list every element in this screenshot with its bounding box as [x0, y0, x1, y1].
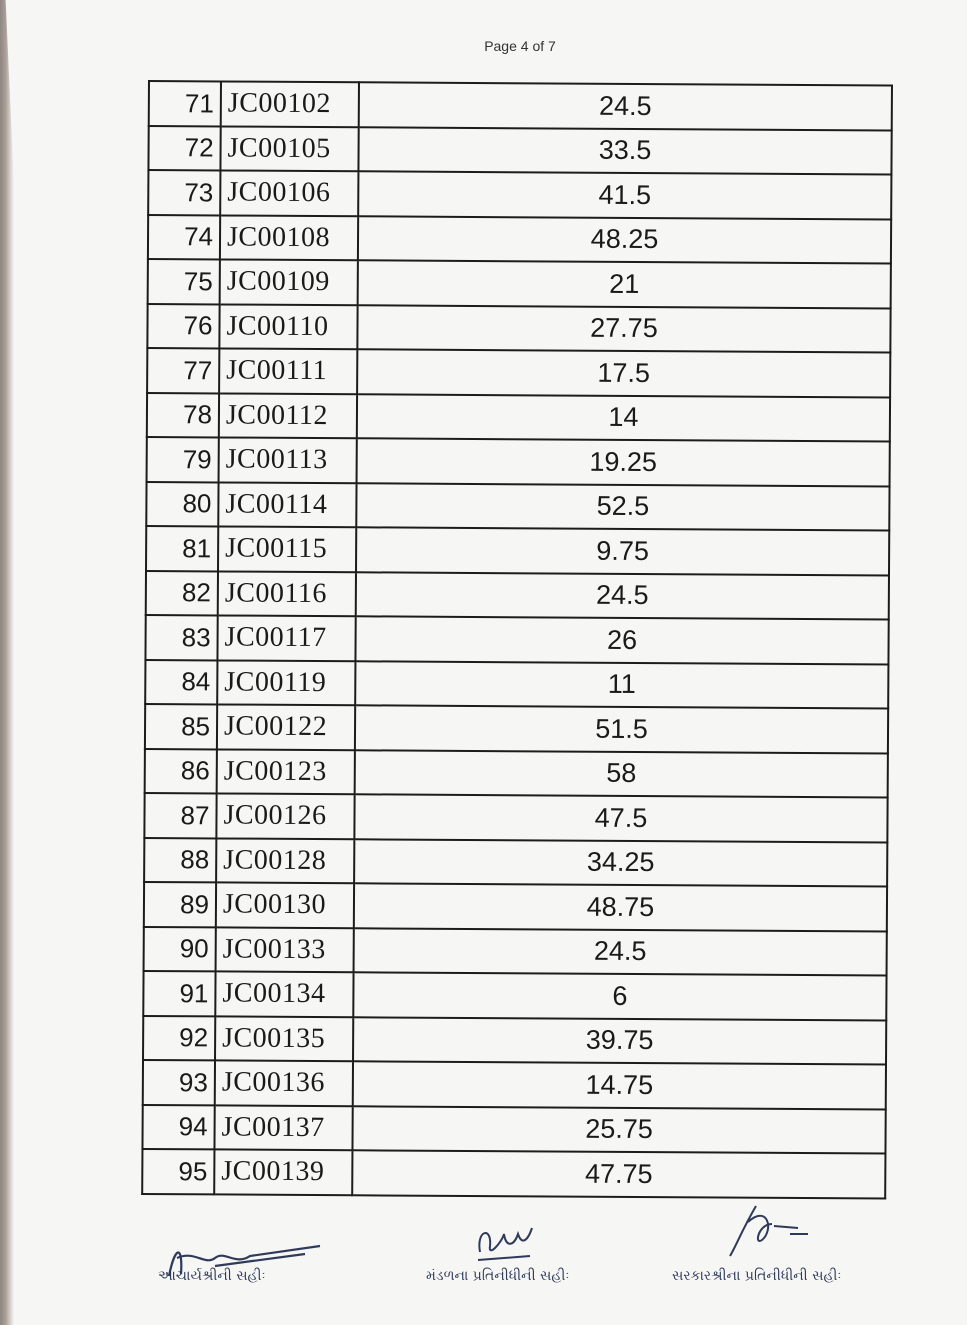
marks-cell: 51.5 [355, 705, 888, 753]
board-rep-signature-label: મંડળના પ્રતિનીધીની સહીઃ [426, 1268, 570, 1284]
candidate-code-cell: JC00136 [215, 1060, 353, 1105]
marks-cell: 14 [357, 394, 890, 442]
table-row [148, 170, 891, 219]
candidate-code-cell: JC00130 [216, 882, 354, 927]
marks-cell: 11 [355, 661, 888, 709]
marks-cell: 14.75 [353, 1061, 886, 1109]
serial-number-cell: 90 [144, 926, 216, 971]
candidate-code-cell: JC00123 [217, 749, 355, 794]
candidate-code-cell: JC00105 [220, 126, 358, 171]
candidate-code-cell: JC00126 [216, 793, 354, 838]
govt-rep-signature-label: સરકારશ્રીના પ્રતિનીધીની સહીઃ [672, 1268, 842, 1284]
serial-number-cell: 94 [142, 1104, 214, 1149]
table-row [143, 1060, 886, 1109]
serial-number-cell: 88 [144, 837, 216, 882]
marks-cell: 26 [355, 616, 888, 664]
serial-number-cell: 77 [147, 348, 219, 393]
govt-rep-signature-scribble [728, 1200, 823, 1260]
table-row [143, 971, 886, 1020]
marks-cell: 27.75 [357, 305, 890, 353]
marks-cell: 52.5 [356, 483, 889, 531]
candidate-code-cell: JC00139 [214, 1149, 352, 1194]
paper-edge-shadow [0, 0, 14, 1325]
marks-cell: 34.25 [354, 839, 887, 887]
serial-number-cell: 71 [149, 81, 221, 126]
serial-number-cell: 93 [143, 1060, 215, 1105]
serial-number-cell: 84 [145, 659, 217, 704]
table-row [145, 615, 888, 664]
principal-signature-label: આચાર્યશ્રીની સહીઃ [158, 1268, 266, 1284]
marks-cell: 24.5 [354, 928, 887, 976]
serial-number-cell: 83 [145, 615, 217, 660]
candidate-code-cell: JC00102 [221, 81, 359, 126]
results-table-body [142, 81, 892, 1198]
results-table [141, 80, 893, 1199]
serial-number-cell: 85 [145, 704, 217, 749]
marks-cell: 41.5 [358, 171, 891, 219]
candidate-code-cell: JC00128 [216, 838, 354, 883]
serial-number-cell: 81 [146, 526, 218, 571]
marks-cell: 48.25 [358, 216, 891, 264]
table-row [146, 570, 889, 619]
table-row [145, 748, 888, 797]
candidate-code-cell: JC00119 [217, 660, 355, 705]
table-row [142, 1104, 885, 1153]
table-row [148, 215, 891, 264]
table-row [149, 81, 892, 130]
candidate-code-cell: JC00133 [216, 927, 354, 972]
serial-number-cell: 89 [144, 882, 216, 927]
candidate-code-cell: JC00106 [220, 170, 358, 215]
table-row [144, 882, 887, 931]
serial-number-cell: 95 [142, 1149, 214, 1194]
board-rep-signature-scribble [470, 1222, 540, 1267]
candidate-code-cell: JC00137 [214, 1105, 352, 1150]
serial-number-cell: 72 [148, 126, 220, 171]
candidate-code-cell: JC00135 [215, 1016, 353, 1061]
table-row [144, 837, 887, 886]
marks-cell: 21 [358, 260, 891, 308]
marks-cell: 58 [355, 750, 888, 798]
candidate-code-cell: JC00112 [219, 393, 357, 438]
serial-number-cell: 79 [147, 437, 219, 482]
serial-number-cell: 75 [148, 259, 220, 304]
marks-cell: 17.5 [357, 349, 890, 397]
serial-number-cell: 80 [146, 481, 218, 526]
serial-number-cell: 73 [148, 170, 220, 215]
signature-row [0, 1264, 967, 1294]
candidate-code-cell: JC00108 [220, 215, 358, 260]
candidate-code-cell: JC00114 [218, 482, 356, 527]
marks-cell: 6 [353, 972, 886, 1020]
page-number-label: Page 4 of 7 [484, 38, 556, 54]
marks-cell: 39.75 [353, 1017, 886, 1065]
marks-cell: 25.75 [352, 1106, 885, 1154]
table-row [142, 1149, 885, 1198]
marks-cell: 48.75 [354, 883, 887, 931]
candidate-code-cell: JC00117 [217, 615, 355, 660]
table-row [144, 926, 887, 975]
table-row [147, 348, 890, 397]
table-row [147, 437, 890, 486]
candidate-code-cell: JC00113 [219, 437, 357, 482]
table-row [146, 481, 889, 530]
serial-number-cell: 74 [148, 215, 220, 260]
table-row [148, 259, 891, 308]
marks-cell: 47.5 [354, 794, 887, 842]
serial-number-cell: 78 [147, 393, 219, 438]
table-row [146, 526, 889, 575]
table-row [143, 1015, 886, 1064]
candidate-code-cell: JC00109 [220, 259, 358, 304]
table-row [145, 659, 888, 708]
table-row [148, 126, 891, 175]
serial-number-cell: 82 [146, 570, 218, 615]
serial-number-cell: 76 [147, 304, 219, 349]
marks-cell: 19.25 [357, 438, 890, 486]
marks-cell: 24.5 [356, 572, 889, 620]
table-row [147, 393, 890, 442]
serial-number-cell: 87 [144, 793, 216, 838]
marks-cell: 47.75 [352, 1150, 885, 1198]
table-row [145, 704, 888, 753]
serial-number-cell: 91 [143, 971, 215, 1016]
candidate-code-cell: JC00116 [218, 571, 356, 616]
serial-number-cell: 92 [143, 1015, 215, 1060]
table-row [144, 793, 887, 842]
marks-cell: 24.5 [359, 82, 892, 130]
table-row [147, 304, 890, 353]
candidate-code-cell: JC00122 [217, 704, 355, 749]
candidate-code-cell: JC00110 [219, 304, 357, 349]
candidate-code-cell: JC00115 [218, 526, 356, 571]
marks-cell: 9.75 [356, 527, 889, 575]
candidate-code-cell: JC00134 [215, 971, 353, 1016]
marks-cell: 33.5 [358, 127, 891, 175]
candidate-code-cell: JC00111 [219, 348, 357, 393]
serial-number-cell: 86 [145, 748, 217, 793]
